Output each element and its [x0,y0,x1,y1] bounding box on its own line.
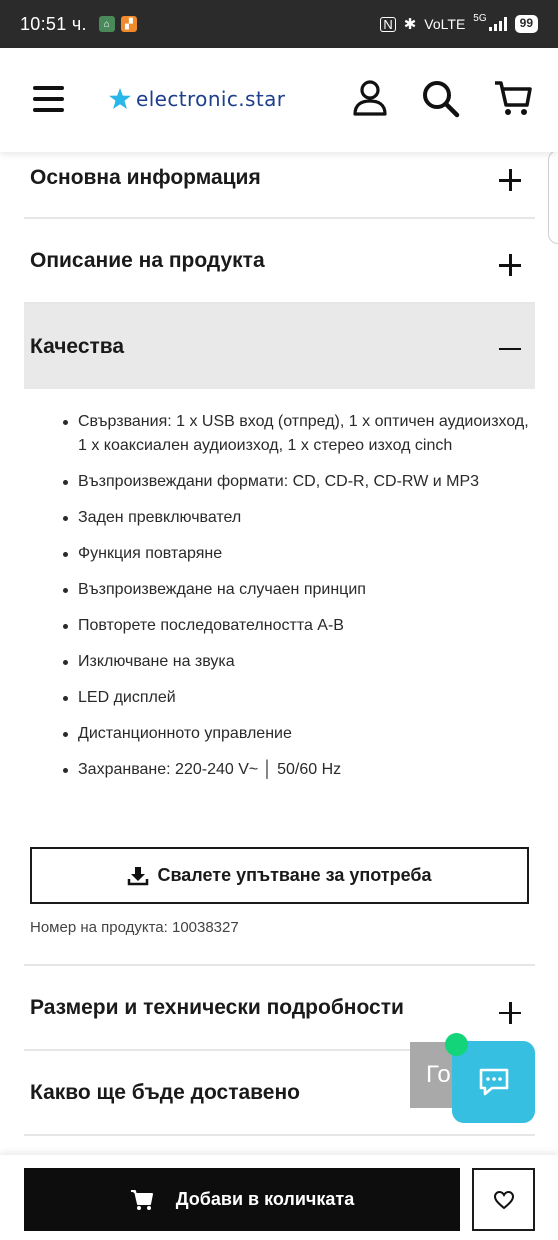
list-item: Захранване: 220-240 V~ │ 50/60 Hz [60,758,530,782]
chat-greeting-text: Го [426,1061,451,1088]
list-item: Функция повтаряне [60,542,530,566]
add-to-cart-button[interactable] [24,1168,460,1231]
side-edge-tab[interactable] [548,150,558,244]
list-item: Свързвания: 1 x USB вход (отпред), 1 x оптичен аудиоизход, 1 x коаксиален аудиоизход, 1 x стерео изход cinch [60,410,530,458]
bluetooth-icon: ✱ [403,16,417,33]
minus-icon [499,338,521,360]
download-manual-label: Свалете упътване за употреба [157,865,432,885]
status-time: 10:51 ч. [20,13,87,34]
online-status-dot [445,1033,468,1056]
product-number: Номер на продукта: 10038327 [30,919,239,936]
plus-icon [499,169,521,191]
status-bar [0,0,558,48]
wishlist-button[interactable] [472,1168,535,1231]
logo-text: electronic.star [136,87,286,111]
search-icon[interactable] [420,78,460,118]
list-item: Повторете последователността A-B [60,614,530,638]
download-manual-button[interactable] [30,847,529,904]
menu-icon[interactable] [33,86,64,112]
bottom-action-bar [0,1155,558,1240]
site-header [0,48,558,152]
list-item: Изключване на звука [60,650,530,674]
chat-button[interactable] [452,1041,535,1123]
accordion-description-title: Описание на продукта [30,249,265,272]
list-item: Дистанционното управление [60,722,530,746]
network-gen-label: 5G [473,13,487,24]
list-item: Заден превключвател [60,506,530,530]
list-item: Възпроизвеждани формати: CD, CD-R, CD-RW и MP3 [60,470,530,494]
list-item: LED дисплей [60,686,530,710]
features-list [60,410,530,794]
cart-icon [130,1189,154,1211]
add-to-cart-label: Добави в количката [175,1189,355,1209]
plus-icon [499,1002,521,1024]
star-logo-icon [108,87,132,111]
accordion-description[interactable] [24,220,535,304]
chat-icon [478,1067,510,1097]
home-app-icon: ⌂ [99,16,115,32]
network-label: VoLTE [424,16,466,32]
site-logo[interactable] [108,87,285,111]
user-icon[interactable] [350,78,390,118]
accordion-delivered-title: Какво ще бъде доставено [30,1080,300,1104]
notification-app-icon: ▞ [121,16,137,32]
plus-icon [499,254,521,276]
accordion-qualities[interactable] [24,304,535,389]
nfc-icon: N [380,17,395,32]
heart-icon [493,1190,515,1210]
battery-indicator: 99 [515,15,538,33]
download-icon [127,865,149,887]
accordion-dimensions-title: Размери и технически подробности [30,995,404,1019]
list-item: Възпроизвеждане на случаен принцип [60,578,530,602]
accordion-qualities-title: Качества [30,334,125,358]
accordion-basic-info-title: Основна информация [30,166,261,189]
cart-icon[interactable] [493,78,533,118]
signal-icon [489,17,507,31]
